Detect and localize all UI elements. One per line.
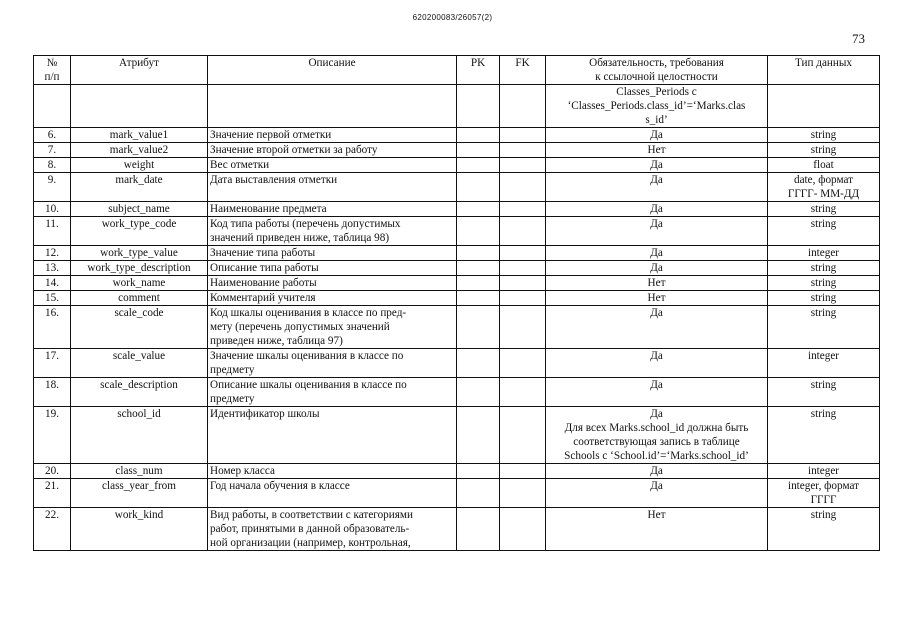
cell-description: Год начала обучения в классе	[208, 479, 457, 508]
header-requirements: Обязательность, требования к ссылочной целостности	[546, 56, 768, 85]
cell-empty	[500, 85, 546, 128]
cell-data-type: integer	[768, 464, 880, 479]
cell-fk	[500, 173, 546, 202]
cell-requirements: Да	[546, 158, 768, 173]
cell-number: 7.	[34, 143, 71, 158]
cell-fk	[500, 217, 546, 246]
cell-description: Комментарий учителя	[208, 291, 457, 306]
cell-description: Значение шкалы оценивания в классе по предмету	[208, 349, 457, 378]
cell-pk	[457, 173, 500, 202]
cell-number: 20.	[34, 464, 71, 479]
table-row	[34, 276, 880, 291]
cell-data-type: string	[768, 261, 880, 276]
cell-data-type: string	[768, 378, 880, 407]
cell-description: Дата выставления отметки	[208, 173, 457, 202]
header-num: № п/п	[34, 56, 71, 85]
cell-attribute: subject_name	[71, 202, 208, 217]
cell-description: Код типа работы (перечень допустимых значений приведен ниже, таблица 98)	[208, 217, 457, 246]
cell-pk	[457, 246, 500, 261]
cell-attribute: work_type_description	[71, 261, 208, 276]
cell-data-type: string	[768, 407, 880, 464]
cell-requirements: Нет	[546, 508, 768, 551]
table-row	[34, 246, 880, 261]
cell-attribute: class_year_from	[71, 479, 208, 508]
cell-number: 17.	[34, 349, 71, 378]
cell-requirements: Да	[546, 261, 768, 276]
cell-pk	[457, 128, 500, 143]
cell-number: 18.	[34, 378, 71, 407]
cell-data-type: integer, формат ГГГГ	[768, 479, 880, 508]
cell-requirements: Нет	[546, 143, 768, 158]
cell-attribute: mark_value1	[71, 128, 208, 143]
attributes-table	[33, 55, 880, 551]
cell-attribute: work_type_code	[71, 217, 208, 246]
table-row	[34, 378, 880, 407]
table-header-row	[34, 56, 880, 85]
cell-fk	[500, 306, 546, 349]
cell-number: 19.	[34, 407, 71, 464]
cell-fk	[500, 479, 546, 508]
cell-number: 21.	[34, 479, 71, 508]
cell-description: Наименование предмета	[208, 202, 457, 217]
cell-data-type: integer	[768, 349, 880, 378]
cell-description: Код шкалы оценивания в классе по пред- мету (перечень допустимых значений приведен ниже, таблица 97)	[208, 306, 457, 349]
cell-pk	[457, 158, 500, 173]
table-row	[34, 349, 880, 378]
header-pk: PK	[457, 56, 500, 85]
cell-attribute: scale_code	[71, 306, 208, 349]
cell-description: Вес отметки	[208, 158, 457, 173]
cell-number: 11.	[34, 217, 71, 246]
cell-pk	[457, 261, 500, 276]
cell-number: 12.	[34, 246, 71, 261]
cell-number: 8.	[34, 158, 71, 173]
cell-fk	[500, 349, 546, 378]
cell-description: Номер класса	[208, 464, 457, 479]
cell-data-type: string	[768, 291, 880, 306]
cell-fk	[500, 276, 546, 291]
table-row	[34, 306, 880, 349]
document-id: 620200083/26057(2)	[412, 13, 493, 22]
cell-pk	[457, 464, 500, 479]
cell-pk	[457, 276, 500, 291]
cell-pk	[457, 306, 500, 349]
cell-attribute: scale_description	[71, 378, 208, 407]
cell-number: 15.	[34, 291, 71, 306]
cell-fk	[500, 246, 546, 261]
cell-fk	[500, 508, 546, 551]
table-row	[34, 143, 880, 158]
table-row	[34, 508, 880, 551]
header-fk: FK	[500, 56, 546, 85]
cell-data-type: string	[768, 217, 880, 246]
cell-number: 9.	[34, 173, 71, 202]
cell-data-type: string	[768, 508, 880, 551]
header-description: Описание	[208, 56, 457, 85]
cell-attribute: school_id	[71, 407, 208, 464]
cell-fk	[500, 407, 546, 464]
cell-number: 16.	[34, 306, 71, 349]
cell-data-type: float	[768, 158, 880, 173]
cell-data-type: string	[768, 143, 880, 158]
cell-description: Наименование работы	[208, 276, 457, 291]
cell-empty	[768, 85, 880, 128]
cell-fk	[500, 143, 546, 158]
cell-description: Значение первой отметки	[208, 128, 457, 143]
cell-number: 14.	[34, 276, 71, 291]
cell-data-type: integer	[768, 246, 880, 261]
cell-attribute: work_kind	[71, 508, 208, 551]
table-row	[34, 464, 880, 479]
cell-fk	[500, 158, 546, 173]
table-row	[34, 128, 880, 143]
cell-attribute: mark_value2	[71, 143, 208, 158]
cell-pk	[457, 407, 500, 464]
cell-empty	[208, 85, 457, 128]
cell-data-type: string	[768, 202, 880, 217]
table-row	[34, 158, 880, 173]
continuation-row	[34, 85, 880, 128]
cell-fk	[500, 128, 546, 143]
cell-empty	[71, 85, 208, 128]
cell-number: 6.	[34, 128, 71, 143]
cell-requirements: Да	[546, 349, 768, 378]
cell-attribute: mark_date	[71, 173, 208, 202]
cell-pk	[457, 202, 500, 217]
cell-description: Значение второй отметки за работу	[208, 143, 457, 158]
cell-requirements: Да	[546, 173, 768, 202]
cell-requirements: Да	[546, 378, 768, 407]
cell-pk	[457, 508, 500, 551]
header-attribute: Атрибут	[71, 56, 208, 85]
cell-empty	[457, 85, 500, 128]
cell-description: Описание шкалы оценивания в классе по предмету	[208, 378, 457, 407]
cell-pk	[457, 291, 500, 306]
cell-data-type: string	[768, 128, 880, 143]
cell-requirements: Classes_Periods с ‘Classes_Periods.class_id’=‘Marks.clas s_id’	[546, 85, 768, 128]
cell-data-type: string	[768, 276, 880, 291]
cell-number: 13.	[34, 261, 71, 276]
table-row	[34, 217, 880, 246]
cell-data-type: date, формат ГГГГ- ММ-ДД	[768, 173, 880, 202]
cell-fk	[500, 291, 546, 306]
cell-description: Вид работы, в соответствии с категориями работ, принятыми в данной образователь- ной организации (например, контрольная,	[208, 508, 457, 551]
cell-requirements: Нет	[546, 291, 768, 306]
cell-requirements: Да Для всех Marks.school_id должна быть соответствующая запись в таблице Schools с ‘School.id’=‘Marks.school_id’	[546, 407, 768, 464]
table-row	[34, 202, 880, 217]
cell-description: Идентификатор школы	[208, 407, 457, 464]
cell-requirements: Да	[546, 306, 768, 349]
table-row	[34, 261, 880, 276]
cell-requirements: Да	[546, 246, 768, 261]
cell-data-type: string	[768, 306, 880, 349]
cell-attribute: comment	[71, 291, 208, 306]
table-row	[34, 479, 880, 508]
cell-pk	[457, 349, 500, 378]
cell-requirements: Да	[546, 202, 768, 217]
cell-pk	[457, 378, 500, 407]
cell-number: 10.	[34, 202, 71, 217]
cell-pk	[457, 479, 500, 508]
page-number: 73	[852, 31, 865, 46]
cell-fk	[500, 464, 546, 479]
cell-pk	[457, 143, 500, 158]
cell-attribute: work_type_value	[71, 246, 208, 261]
cell-requirements: Да	[546, 479, 768, 508]
cell-fk	[500, 261, 546, 276]
cell-empty	[34, 85, 71, 128]
cell-description: Значение типа работы	[208, 246, 457, 261]
table-row	[34, 407, 880, 464]
cell-requirements: Нет	[546, 276, 768, 291]
cell-pk	[457, 217, 500, 246]
cell-requirements: Да	[546, 217, 768, 246]
cell-fk	[500, 202, 546, 217]
cell-requirements: Да	[546, 128, 768, 143]
cell-number: 22.	[34, 508, 71, 551]
cell-attribute: class_num	[71, 464, 208, 479]
table-row	[34, 291, 880, 306]
cell-description: Описание типа работы	[208, 261, 457, 276]
cell-attribute: weight	[71, 158, 208, 173]
table-row	[34, 173, 880, 202]
cell-attribute: work_name	[71, 276, 208, 291]
cell-attribute: scale_value	[71, 349, 208, 378]
cell-requirements: Да	[546, 464, 768, 479]
header-data-type: Тип данных	[768, 56, 880, 85]
cell-fk	[500, 378, 546, 407]
